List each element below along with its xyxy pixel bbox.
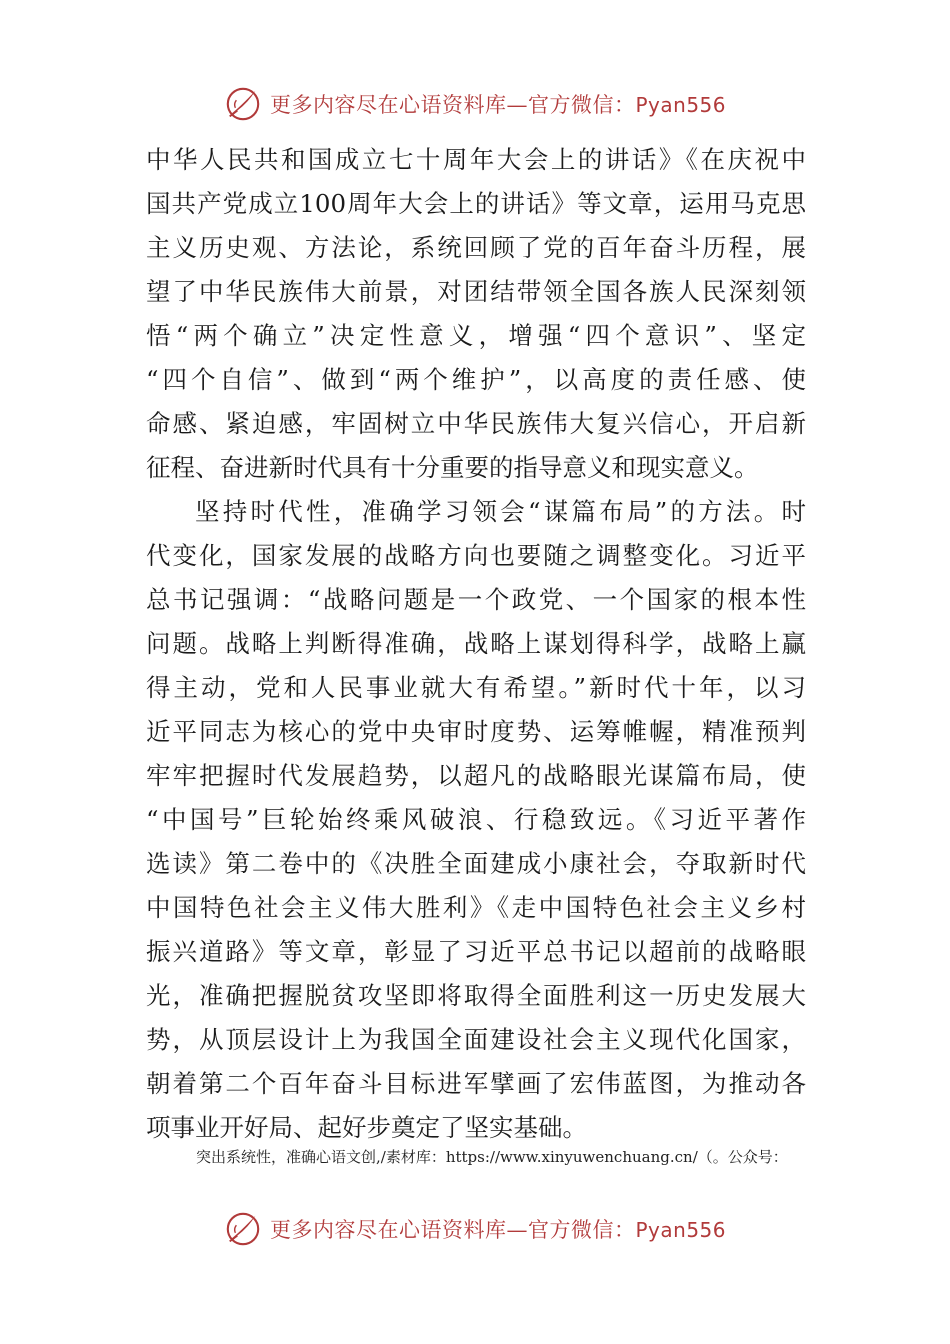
paragraph-line: 势，从顶层设计上为我国全面建设社会主义现代化国家， xyxy=(146,1025,806,1054)
paragraph-line: 问题。战略上判断得准确，战略上谋划得科学，战略上赢 xyxy=(146,629,806,658)
header-banner-text xyxy=(270,89,726,119)
header-banner-cn: 更多内容尽在心语资料库—官方微信： xyxy=(269,93,636,117)
paragraph-line: 牢牢把握时代发展趋势，以超凡的战略眼光谋篇布局，使 xyxy=(146,761,806,790)
paragraph-line: “四个自信”、做到“两个维护”，以高度的责任感、使 xyxy=(146,365,806,394)
paragraph xyxy=(146,138,806,490)
footnote-source: 突出系统性，准确心语文创,/素材库：https://www.xinyuwenchuang.cn/（。公众号： xyxy=(196,1148,788,1166)
header-banner xyxy=(0,82,950,126)
paragraph-line: 中国特色社会主义伟大胜利》《走中国特色社会主义乡村 xyxy=(146,893,806,922)
paragraph-line: 悟“两个确立”决定性意义，增强“四个意识”、坚定 xyxy=(146,321,806,350)
quill-logo-icon xyxy=(224,85,262,123)
paragraph-line: 征程、奋进新时代具有十分重要的指导意义和现实意义。 xyxy=(146,453,759,482)
quill-logo-icon xyxy=(224,1210,262,1248)
paragraph-line: 代变化，国家发展的战略方向也要随之调整变化。习近平 xyxy=(146,541,806,570)
paragraph-line: 近平同志为核心的党中央审时度势、运筹帷幄，精准预判 xyxy=(146,717,806,746)
paragraph-line: 总书记强调：“战略问题是一个政党、一个国家的根本性 xyxy=(146,585,806,614)
footer-banner-text xyxy=(270,1214,726,1244)
paragraph-line: 国共产党成立100周年大会上的讲话》等文章，运用马克思 xyxy=(146,189,806,218)
document-body xyxy=(146,138,806,1150)
footer-banner-wechat-id: Pyan556 xyxy=(635,1218,726,1242)
paragraph-line: 得主动，党和人民事业就大有希望。”新时代十年，以习 xyxy=(146,673,806,702)
paragraph-line: 选读》第二卷中的《决胜全面建成小康社会，夺取新时代 xyxy=(146,849,806,878)
paragraph-line: 望了中华民族伟大前景，对团结带领全国各族人民深刻领 xyxy=(146,277,806,306)
paragraph-line: 命感、紧迫感，牢固树立中华民族伟大复兴信心，开启新 xyxy=(146,409,806,438)
header-banner-wechat-id: Pyan556 xyxy=(635,93,726,117)
paragraph-line: 朝着第二个百年奋斗目标进军擘画了宏伟蓝图，为推动各 xyxy=(146,1069,806,1098)
footer-banner-cn: 更多内容尽在心语资料库—官方微信： xyxy=(269,1218,636,1242)
paragraph-line: 项事业开好局、起好步奠定了坚实基础。 xyxy=(146,1113,587,1142)
paragraph-line: “中国号”巨轮始终乘风破浪、行稳致远。《习近平著作 xyxy=(146,805,806,834)
paragraph-line: 中华人民共和国成立七十周年大会上的讲话》《在庆祝中 xyxy=(146,145,806,174)
paragraph-line: 坚持时代性，准确学习领会“谋篇布局”的方法。时 xyxy=(195,497,806,526)
paragraph xyxy=(146,490,806,1150)
footer-banner xyxy=(0,1207,950,1251)
paragraph-line: 主义历史观、方法论，系统回顾了党的百年奋斗历程，展 xyxy=(146,233,806,262)
paragraph-line: 光，准确把握脱贫攻坚即将取得全面胜利这一历史发展大 xyxy=(146,981,806,1010)
paragraph-line: 振兴道路》等文章，彰显了习近平总书记以超前的战略眼 xyxy=(146,937,806,966)
